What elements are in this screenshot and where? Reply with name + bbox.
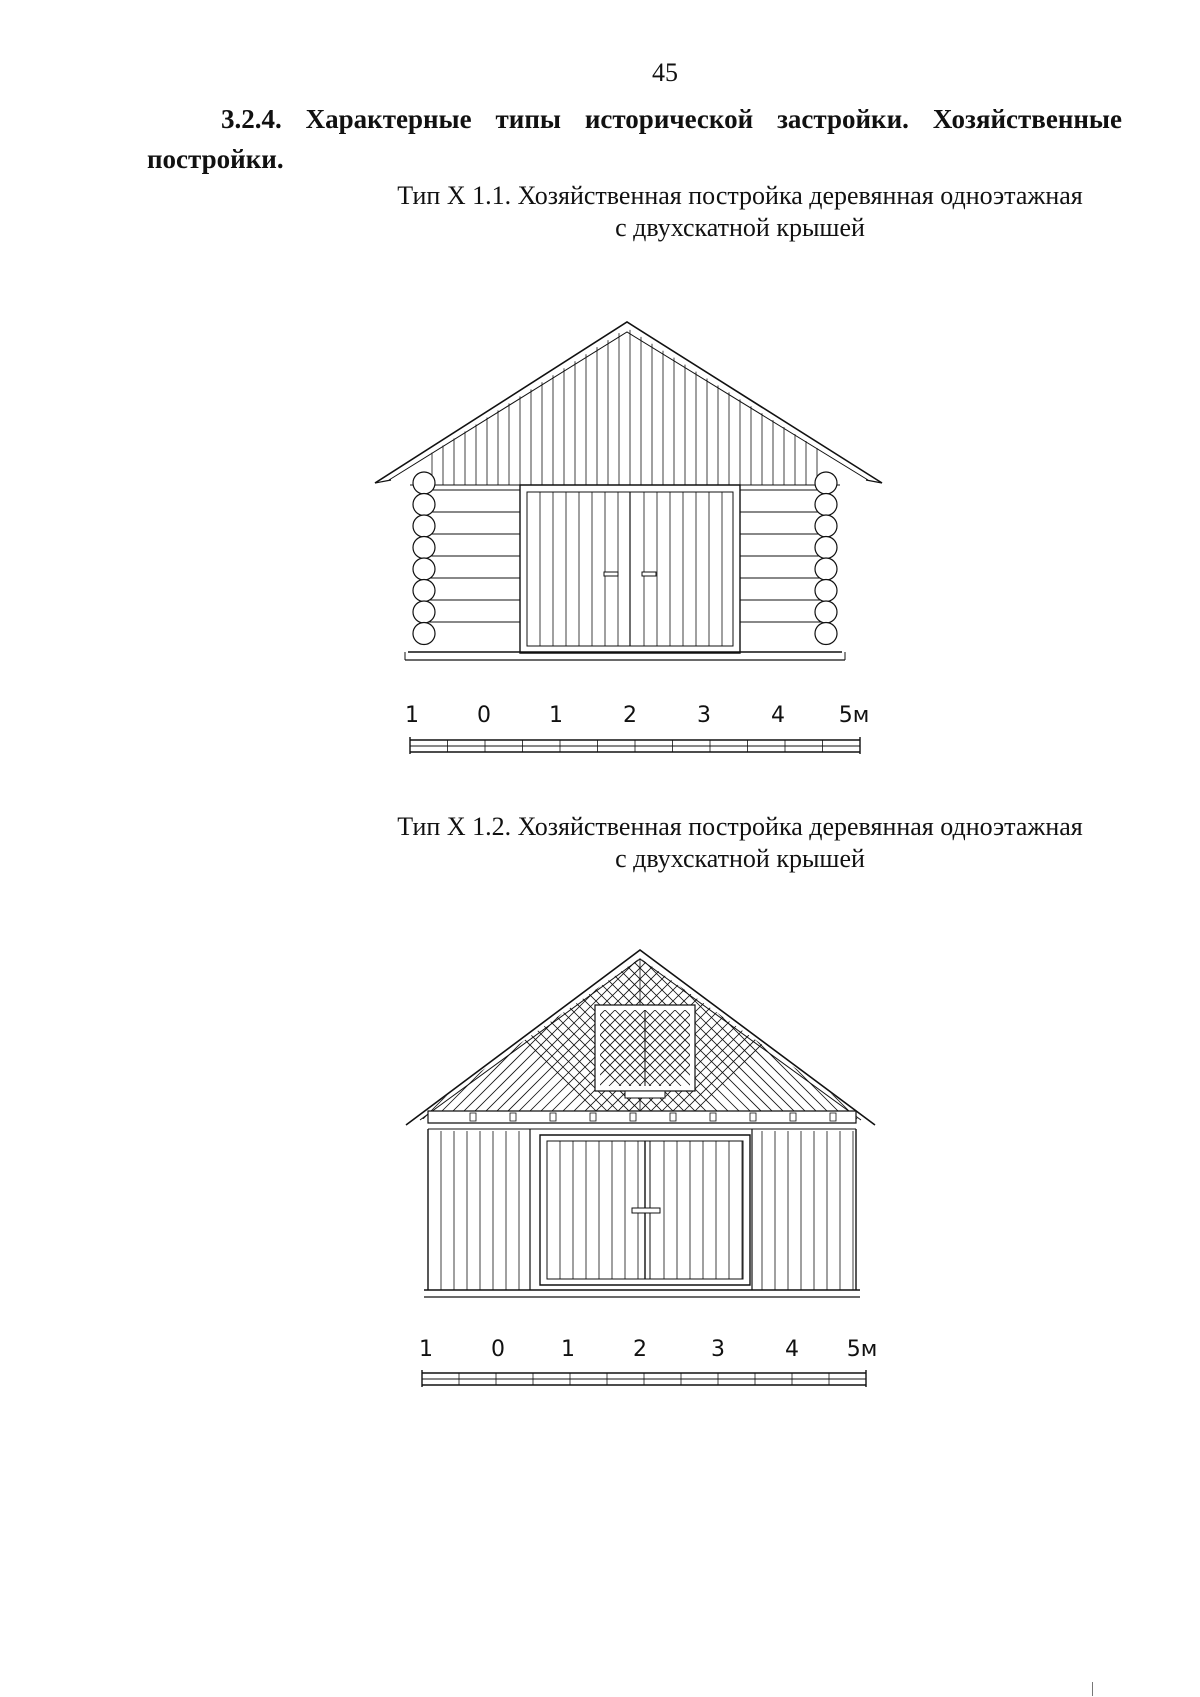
scale-label-4: 3 xyxy=(711,1337,725,1362)
left-log-end xyxy=(413,494,435,516)
left-log-end xyxy=(413,580,435,602)
rafter-end xyxy=(710,1113,716,1121)
right-log-end xyxy=(815,601,837,623)
log-wall xyxy=(405,490,845,660)
scale-label-5: 4 xyxy=(785,1337,799,1362)
figure-2-caption-line-2: с двухскатной крышей xyxy=(615,844,865,873)
gable-board-right-line xyxy=(849,935,1069,1155)
scale-label-2: 1 xyxy=(561,1337,575,1362)
window-board-line xyxy=(695,1010,771,1086)
eave-beam xyxy=(428,1111,856,1129)
gable-vertical-boards xyxy=(410,330,840,485)
gable-board-right-line xyxy=(827,935,1047,1155)
scale-label-6: 5м xyxy=(846,1337,878,1362)
scale-label-0: 1 xyxy=(419,1337,433,1362)
figure-1-caption xyxy=(0,180,1200,244)
gable-board-left-line xyxy=(233,935,453,1155)
left-log-end xyxy=(413,601,435,623)
scale-label-6: 5м xyxy=(838,703,870,728)
gable-window xyxy=(469,1005,821,1098)
rafter-end xyxy=(670,1113,676,1121)
right-log-end xyxy=(815,580,837,602)
section-heading: 3.2.4. Характерные типы исторической застройки. Хозяйственные постройки. xyxy=(147,104,1122,174)
gable-board-left-line xyxy=(211,935,431,1155)
double-door xyxy=(520,485,740,653)
window-board-line xyxy=(705,1010,781,1086)
scale-label-3: 2 xyxy=(633,1337,647,1362)
gable-board-right-line xyxy=(860,935,1080,1155)
right-log-end xyxy=(815,623,837,645)
figure-2-scale-bar xyxy=(419,1337,877,1387)
right-log-end xyxy=(815,558,837,580)
left-log-end xyxy=(413,558,435,580)
figure-1-elevation-drawing xyxy=(0,300,1200,780)
rafter-end xyxy=(750,1113,756,1121)
window-board-line xyxy=(745,1010,821,1086)
figure-1-scale-bar xyxy=(405,703,869,754)
rafter-end xyxy=(630,1113,636,1121)
right-log-end xyxy=(815,515,837,537)
left-log-end xyxy=(413,472,435,494)
window-sill xyxy=(625,1091,665,1098)
rafter-end xyxy=(830,1113,836,1121)
gable-board-left-line xyxy=(200,935,420,1155)
rafter-end xyxy=(590,1113,596,1121)
scan-mark xyxy=(1092,1682,1093,1696)
window-board-line xyxy=(529,1010,605,1086)
window-board-line xyxy=(509,1010,585,1086)
figure-1-caption-line-1: Тип Х 1.1. Хозяйственная постройка деревянная одноэтажная xyxy=(397,181,1083,210)
scale-label-1: 0 xyxy=(491,1337,505,1362)
left-door-handle xyxy=(604,572,618,576)
window-board-line xyxy=(499,1010,575,1086)
scale-label-1: 0 xyxy=(477,703,491,728)
left-log-end xyxy=(413,537,435,559)
scale-label-5: 4 xyxy=(771,703,785,728)
figure-1-caption-line-2: с двухскатной крышей xyxy=(615,213,865,242)
right-log-end xyxy=(815,494,837,516)
figure-2-caption-line-1: Тип Х 1.2. Хозяйственная постройка деревянная одноэтажная xyxy=(397,812,1083,841)
scale-label-4: 3 xyxy=(697,703,711,728)
figure-2-caption xyxy=(0,811,1200,875)
rafter-end xyxy=(510,1113,516,1121)
log-ends xyxy=(413,472,837,645)
roof-inner-edge xyxy=(389,332,868,480)
left-log-end xyxy=(413,623,435,645)
rafter-end xyxy=(550,1113,556,1121)
right-log-end xyxy=(815,537,837,559)
gable-board-right-line xyxy=(871,935,1091,1155)
double-door xyxy=(540,1135,750,1285)
figure-2-elevation-drawing xyxy=(0,935,1200,1415)
rafter-end xyxy=(470,1113,476,1121)
left-log-end xyxy=(413,515,435,537)
right-door-handle xyxy=(642,572,656,576)
right-log-end xyxy=(815,472,837,494)
scale-label-3: 2 xyxy=(623,703,637,728)
page-number: 45 xyxy=(652,58,678,87)
door-latch xyxy=(632,1208,660,1213)
rafter-end xyxy=(790,1113,796,1121)
scale-label-0: 1 xyxy=(405,703,419,728)
scale-label-2: 1 xyxy=(549,703,563,728)
